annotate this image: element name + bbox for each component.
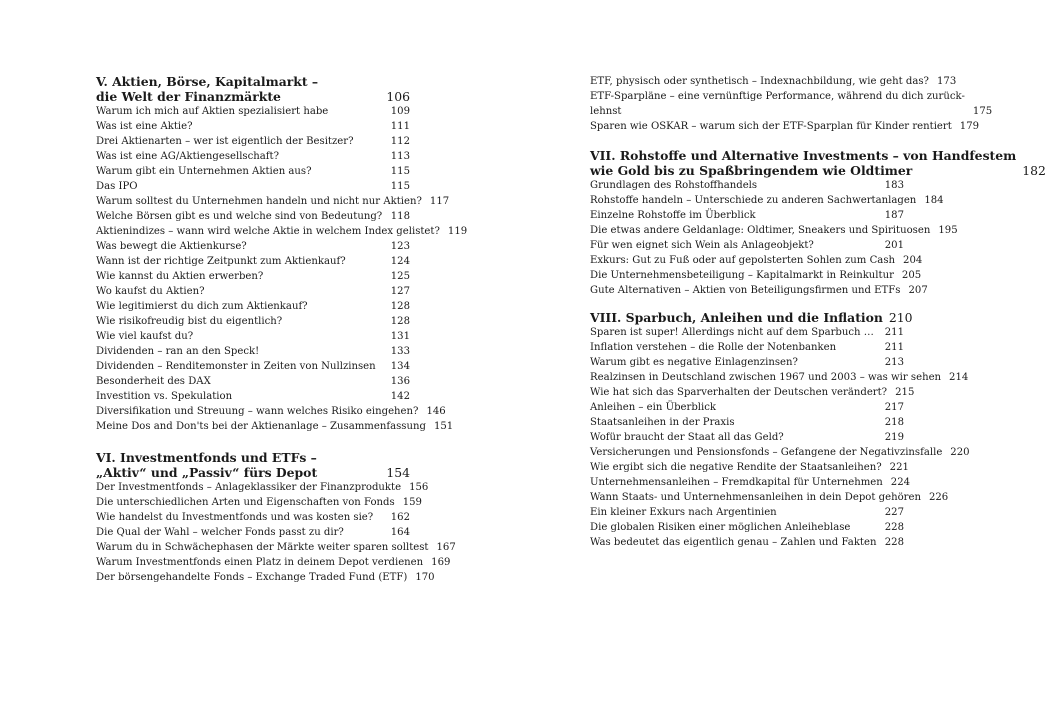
toc-entry-title-line: Ein kleiner Exkurs nach Argentinien bbox=[590, 507, 777, 518]
toc-entry-title-line: Wie viel kaufst du? bbox=[96, 331, 194, 342]
section-heading bbox=[590, 148, 1046, 178]
toc-entry-title bbox=[96, 555, 431, 570]
toc-entry-title bbox=[96, 134, 391, 149]
toc-entry-page: 111 bbox=[390, 121, 410, 132]
toc-entry-title-line: Dividenden – Renditemonster in Zeiten von Nullzinsen bbox=[96, 361, 376, 372]
section-page-number: 106 bbox=[386, 89, 410, 104]
section-heading bbox=[96, 450, 410, 480]
toc-entry-title-line: Sparen wie OSKAR – warum sich der ETF-Sparplan für Kinder rentiert bbox=[590, 121, 952, 132]
toc-entry-title bbox=[96, 525, 391, 540]
toc-entry-page: 217 bbox=[884, 402, 904, 413]
toc-entry-page: 213 bbox=[884, 357, 904, 368]
toc-entry-title bbox=[96, 480, 409, 495]
toc-entry-title bbox=[590, 370, 949, 385]
toc-entry bbox=[590, 74, 957, 89]
toc-entry-title bbox=[590, 460, 890, 475]
toc-entry-title-line: Die Unternehmensbeteiligung – Kapitalmarkt in Reinkultur bbox=[590, 270, 894, 281]
toc-entry-title-line: Die Qual der Wahl – welcher Fonds passt zu dir? bbox=[96, 527, 344, 538]
toc-entry-title-line: Die globalen Risiken einer möglichen Anleiheblase bbox=[590, 522, 851, 533]
toc-entry-page: 118 bbox=[390, 211, 410, 222]
toc-entry bbox=[96, 389, 410, 404]
toc-entry-title bbox=[96, 419, 434, 434]
section-heading-line: die Welt der Finanzmärkte bbox=[96, 89, 281, 104]
toc-entry bbox=[96, 510, 410, 525]
toc-entry-page: 142 bbox=[390, 391, 410, 402]
toc-entry-title bbox=[590, 193, 924, 208]
toc-entry-page: 115 bbox=[390, 166, 410, 177]
toc-entry-title bbox=[590, 268, 902, 283]
toc-entry-page: 117 bbox=[429, 196, 450, 207]
toc-entry-title bbox=[590, 253, 903, 268]
toc-entry-title-line: Warum Investmentfonds einen Platz in deinem Depot verdienen bbox=[96, 557, 424, 568]
toc-entry bbox=[590, 490, 949, 505]
toc-entry-title-line: Was ist eine Aktie? bbox=[96, 121, 193, 132]
toc-entry-title bbox=[96, 314, 391, 329]
toc-entry-title-line: Die unterschiedlichen Arten und Eigenschaften von Fonds bbox=[96, 497, 395, 508]
toc-entry-page: 128 bbox=[390, 301, 410, 312]
toc-entry-page: 173 bbox=[936, 76, 957, 87]
toc-entry-page: 204 bbox=[903, 255, 923, 266]
toc-entry bbox=[590, 370, 969, 385]
toc-entry bbox=[590, 400, 904, 415]
toc-entry bbox=[590, 415, 904, 430]
toc-entry-title bbox=[590, 74, 937, 89]
toc-entry-title-line: Welche Börsen gibt es und welche sind von Bedeutung? bbox=[96, 211, 383, 222]
toc-entry bbox=[590, 193, 944, 208]
toc-entry-title bbox=[590, 223, 938, 238]
toc-entry bbox=[590, 238, 904, 253]
toc-entry-page: 187 bbox=[884, 210, 904, 221]
toc-entry bbox=[96, 404, 446, 419]
toc-entry-title-line: Wie ergibt sich die negative Rendite der Staatsanleihen? bbox=[590, 462, 882, 473]
toc-section bbox=[590, 74, 993, 134]
toc-entry bbox=[96, 344, 410, 359]
toc-entry-page: 162 bbox=[390, 512, 410, 523]
toc-entry bbox=[96, 314, 410, 329]
toc-entry-title-line: Staatsanleihen in der Praxis bbox=[590, 417, 735, 428]
toc-entry-title-line: Wie legitimierst du dich zum Aktienkauf? bbox=[96, 301, 308, 312]
toc-entry-title bbox=[590, 520, 885, 535]
toc-entry-title-line: Grundlagen des Rohstoffhandels bbox=[590, 180, 758, 191]
section-heading-line: „Aktiv“ und „Passiv“ fürs Depot bbox=[96, 465, 318, 480]
section-heading bbox=[590, 310, 913, 325]
toc-entry-title-line: Aktienindizes – wann wird welche Aktie in welchem Index gelistet? bbox=[96, 226, 440, 237]
toc-entry-page: 128 bbox=[390, 316, 410, 327]
section-heading-line: wie Gold bis zu Spaßbringendem wie Oldtimer bbox=[590, 163, 913, 178]
toc-entry bbox=[590, 89, 993, 119]
toc-entry bbox=[96, 495, 422, 510]
toc-entry-page: 170 bbox=[415, 572, 435, 583]
toc-entry-page: 224 bbox=[890, 477, 911, 488]
toc-entry-title-line: Rohstoffe handeln – Unterschiede zu anderen Sachwertanlagen bbox=[590, 195, 917, 206]
toc-entry-title-line: Die etwas andere Geldanlage: Oldtimer, Sneakers und Spirituosen bbox=[590, 225, 931, 236]
toc-entry-title-line: Inflation verstehen – die Rolle der Notenbanken bbox=[590, 342, 837, 353]
toc-entry bbox=[96, 540, 456, 555]
toc-entry bbox=[96, 299, 410, 314]
toc-entry-title-line: Dividenden – ran an den Speck! bbox=[96, 346, 260, 357]
toc-entry-page: 218 bbox=[884, 417, 904, 428]
section-heading-title bbox=[590, 310, 883, 325]
toc-entry-title bbox=[96, 374, 391, 389]
toc-entry bbox=[590, 119, 980, 134]
toc-entry bbox=[96, 269, 410, 284]
toc-entry-title-line: Wofür braucht der Staat all das Geld? bbox=[590, 432, 784, 443]
toc-entry-page: 119 bbox=[447, 226, 468, 237]
section-heading-line: VII. Rohstoffe und Alternative Investments – von Handfestem bbox=[590, 148, 1017, 163]
toc-entry-title-line: ETF-Sparpläne – eine vernünftige Performance, während du dich zurück- bbox=[590, 91, 965, 102]
section-heading bbox=[96, 74, 410, 104]
toc-entry-page: 167 bbox=[436, 542, 456, 553]
toc-entry-page: 125 bbox=[390, 271, 410, 282]
toc-entry-title-line: Für wen eignet sich Wein als Anlageobjekt? bbox=[590, 240, 814, 251]
toc-entry bbox=[590, 520, 904, 535]
toc-entry-title bbox=[590, 238, 885, 253]
toc-entry-page: 211 bbox=[884, 327, 904, 338]
toc-entry-title-line: Einzelne Rohstoffe im Überblick bbox=[590, 210, 756, 221]
toc-entry-title bbox=[96, 269, 391, 284]
toc-entry-title bbox=[590, 400, 885, 415]
section-heading-title bbox=[96, 450, 380, 480]
toc-entry bbox=[96, 164, 410, 179]
toc-entry-title-line: Anleihen – ein Überblick bbox=[590, 402, 717, 413]
toc-entry bbox=[590, 385, 915, 400]
toc-entry-title bbox=[590, 430, 885, 445]
toc-entry-title bbox=[96, 239, 391, 254]
section-page-number: 154 bbox=[386, 465, 410, 480]
toc-entry bbox=[590, 430, 904, 445]
toc-entry-title-line: Warum solltest du Unternehmen handeln und nicht nur Aktien? bbox=[96, 196, 422, 207]
toc-entry-page: 201 bbox=[884, 240, 904, 251]
toc-entry-title bbox=[590, 89, 973, 119]
toc-entry bbox=[96, 419, 454, 434]
toc-entry-title-line: Wann Staats- und Unternehmensanleihen in dein Depot gehören bbox=[590, 492, 921, 503]
toc-entry-title bbox=[590, 283, 908, 298]
toc-entry-title-line: Was ist eine AG/Aktiengesellschaft? bbox=[96, 151, 279, 162]
section-heading-title bbox=[590, 148, 1016, 178]
toc-entry-title-line: Exkurs: Gut zu Fuß oder auf gepolsterten Sohlen zum Cash bbox=[590, 255, 896, 266]
toc-entry-title-line: Warum du in Schwächephasen der Märkte weiter sparen solltest bbox=[96, 542, 429, 553]
toc-entry-title bbox=[96, 164, 391, 179]
toc-entry-page: 228 bbox=[884, 522, 904, 533]
toc-entry-page: 169 bbox=[431, 557, 451, 568]
toc-entry-page: 219 bbox=[884, 432, 904, 443]
toc-entry-title bbox=[96, 359, 391, 374]
toc-entry-title-line: Was bewegt die Aktienkurse? bbox=[96, 241, 247, 252]
toc-entry-title-line: Sparen ist super! Allerdings nicht auf dem Sparbuch … bbox=[590, 327, 874, 338]
toc-entry-title-line: Warum ich mich auf Aktien spezialisiert habe bbox=[96, 106, 329, 117]
toc-entry-page: 131 bbox=[390, 331, 410, 342]
toc-entry bbox=[96, 194, 450, 209]
toc-entry bbox=[590, 253, 923, 268]
toc-entry-title-line: Wie hat sich das Sparverhalten der Deutschen verändert? bbox=[590, 387, 888, 398]
toc-entry bbox=[96, 525, 410, 540]
toc-entry-page: 228 bbox=[884, 537, 904, 548]
toc-entry-title-line: Gute Alternativen – Aktien von Beteiligungsfirmen und ETFs bbox=[590, 285, 901, 296]
toc-entry bbox=[590, 535, 904, 550]
toc-entry-page: 113 bbox=[390, 151, 410, 162]
toc-entry-title bbox=[590, 325, 885, 340]
toc-entry-title bbox=[590, 505, 885, 520]
toc-section bbox=[96, 74, 468, 434]
toc-entry-title bbox=[96, 104, 391, 119]
toc-entry bbox=[590, 283, 928, 298]
toc-entry-title-line: Meine Dos and Don'ts bei der Aktienanlage – Zusammenfassung bbox=[96, 421, 426, 432]
toc-entry bbox=[96, 329, 410, 344]
toc-entry-title bbox=[590, 178, 885, 193]
toc-entry bbox=[96, 284, 410, 299]
toc-entry-title-line: Drei Aktienarten – wer ist eigentlich der Besitzer? bbox=[96, 136, 354, 147]
toc-entry-page: 226 bbox=[928, 492, 949, 503]
toc-entry-title bbox=[96, 570, 415, 585]
toc-entry-title bbox=[590, 119, 960, 134]
toc-entry bbox=[96, 359, 410, 374]
toc-entry-page: 133 bbox=[390, 346, 410, 357]
toc-entry bbox=[96, 555, 451, 570]
toc-entry-title-line: Wann ist der richtige Zeitpunkt zum Aktienkauf? bbox=[96, 256, 346, 267]
toc-entry-title bbox=[96, 329, 391, 344]
toc-entry bbox=[96, 134, 410, 149]
toc-entry bbox=[96, 179, 410, 194]
toc-entry bbox=[590, 460, 909, 475]
toc-entry-page: 127 bbox=[390, 286, 410, 297]
toc-entry-page: 183 bbox=[884, 180, 904, 191]
toc-entry-page: 195 bbox=[938, 225, 958, 236]
toc-entry bbox=[590, 475, 911, 490]
toc-entry-page: 184 bbox=[924, 195, 944, 206]
toc-entry-page: 215 bbox=[895, 387, 915, 398]
section-page-number: 210 bbox=[888, 310, 913, 325]
toc-entry-title bbox=[590, 385, 895, 400]
toc-entry bbox=[590, 325, 904, 340]
toc-entry bbox=[590, 178, 904, 193]
toc-entry-title-line: Unternehmensanleihen – Fremdkapital für Unternehmen bbox=[590, 477, 883, 488]
toc-entry bbox=[590, 223, 958, 238]
toc-entry bbox=[96, 149, 410, 164]
toc-entry bbox=[96, 239, 410, 254]
toc-section bbox=[590, 310, 970, 550]
toc-entry bbox=[96, 570, 435, 585]
toc-entry-page: 214 bbox=[949, 372, 969, 383]
toc-entry-title-line: Realzinsen in Deutschland zwischen 1967 und 2003 – was wir sehen bbox=[590, 372, 942, 383]
toc-entry-title-line: Investition vs. Spekulation bbox=[96, 391, 233, 402]
toc-entry bbox=[96, 209, 410, 224]
toc-entry bbox=[96, 374, 410, 389]
toc-entry-title-line: Warum gibt ein Unternehmen Aktien aus? bbox=[96, 166, 312, 177]
toc-entry-title bbox=[96, 344, 391, 359]
toc-entry-title bbox=[96, 510, 391, 525]
toc-entry-title bbox=[96, 495, 403, 510]
toc-entry bbox=[590, 208, 904, 223]
toc-entry bbox=[96, 119, 410, 134]
toc-entry-page: 221 bbox=[889, 462, 909, 473]
toc-entry-page: 159 bbox=[402, 497, 422, 508]
toc-entry-page: 207 bbox=[908, 285, 928, 296]
toc-entry bbox=[96, 104, 410, 119]
toc-entry bbox=[590, 268, 922, 283]
toc-entry-title bbox=[96, 224, 448, 239]
toc-entry-title-line: Versicherungen und Pensionsfonds – Gefangene der Negativzinsfalle bbox=[590, 447, 943, 458]
toc-entry-title bbox=[590, 355, 885, 370]
section-heading-line: VI. Investmentfonds und ETFs – bbox=[96, 450, 317, 465]
section-heading-line: VIII. Sparbuch, Anleihen und die Inflation bbox=[590, 310, 883, 325]
toc-entry-title-line: Warum gibt es negative Einlagenzinsen? bbox=[590, 357, 798, 368]
section-page-number: 182 bbox=[1022, 163, 1046, 178]
toc-entry-title-line: Das IPO bbox=[96, 181, 138, 192]
toc-entry-page: 220 bbox=[950, 447, 970, 458]
toc-entry-page: 123 bbox=[390, 241, 410, 252]
toc-entry-page: 112 bbox=[390, 136, 410, 147]
toc-entry-title-line: Wo kaufst du Aktien? bbox=[96, 286, 205, 297]
toc-entry-title bbox=[96, 149, 391, 164]
toc-entry-title bbox=[590, 208, 885, 223]
toc-entry-title bbox=[96, 209, 391, 224]
toc-entry-page: 211 bbox=[884, 342, 904, 353]
toc-entry-title-line: Diversifikation und Streuung – wann welches Risiko eingehen? bbox=[96, 406, 419, 417]
toc-entry-page: 146 bbox=[426, 406, 446, 417]
toc-entry-page: 227 bbox=[884, 507, 904, 518]
toc-entry-title bbox=[96, 194, 430, 209]
section-heading-title bbox=[96, 74, 380, 104]
toc-entry-title-line: Wie kannst du Aktien erwerben? bbox=[96, 271, 264, 282]
toc-entry bbox=[96, 254, 410, 269]
toc-entry-title bbox=[590, 475, 891, 490]
toc-entry-title-line: lehnst bbox=[590, 106, 622, 117]
toc-entry-title-line: Besonderheit des DAX bbox=[96, 376, 211, 387]
toc-entry bbox=[590, 445, 970, 460]
toc-entry-title bbox=[96, 389, 391, 404]
toc-section bbox=[96, 450, 456, 585]
toc-entry-title-line: Was bedeutet das eigentlich genau – Zahlen und Fakten bbox=[590, 537, 877, 548]
toc-entry-page: 179 bbox=[959, 121, 980, 132]
toc-entry-title bbox=[590, 535, 885, 550]
toc-entry-page: 136 bbox=[390, 376, 410, 387]
toc-entry-page: 151 bbox=[433, 421, 454, 432]
toc-entry-page: 124 bbox=[390, 256, 410, 267]
toc-entry-title bbox=[96, 179, 391, 194]
toc-entry-title bbox=[96, 404, 426, 419]
toc-entry-title bbox=[590, 415, 885, 430]
toc-entry-title bbox=[590, 445, 950, 460]
toc-entry-title bbox=[96, 299, 391, 314]
toc-entry-title-line: Der börsengehandelte Fonds – Exchange Traded Fund (ETF) bbox=[96, 572, 408, 583]
section-heading-line: V. Aktien, Börse, Kapitalmarkt – bbox=[96, 74, 319, 89]
toc-entry-page: 134 bbox=[390, 361, 410, 372]
toc-section bbox=[590, 148, 1046, 298]
toc-entry-title bbox=[96, 284, 391, 299]
toc-entry-page: 115 bbox=[390, 181, 410, 192]
toc-entry-page: 164 bbox=[390, 527, 410, 538]
toc-entry-page: 156 bbox=[409, 482, 429, 493]
toc-entry-title bbox=[96, 119, 391, 134]
toc-entry-title-line: Der Investmentfonds – Anlageklassiker der Finanzprodukte bbox=[96, 482, 402, 493]
toc-entry-title bbox=[96, 254, 391, 269]
toc-entry-title bbox=[590, 490, 929, 505]
toc-entry bbox=[96, 224, 468, 239]
toc-entry-page: 109 bbox=[390, 106, 410, 117]
toc-entry-title-line: ETF, physisch oder synthetisch – Indexnachbildung, wie geht das? bbox=[590, 76, 929, 87]
toc-entry-page: 175 bbox=[972, 106, 993, 117]
toc-entry bbox=[96, 480, 429, 495]
toc-entry bbox=[590, 340, 904, 355]
toc-entry-page: 205 bbox=[901, 270, 922, 281]
toc-entry bbox=[590, 505, 904, 520]
toc-entry-title-line: Wie handelst du Investmentfonds und was kosten sie? bbox=[96, 512, 374, 523]
toc-entry bbox=[590, 355, 904, 370]
toc-entry-title-line: Wie risikofreudig bist du eigentlich? bbox=[96, 316, 283, 327]
toc-entry-title bbox=[96, 540, 436, 555]
toc-entry-title bbox=[590, 340, 885, 355]
